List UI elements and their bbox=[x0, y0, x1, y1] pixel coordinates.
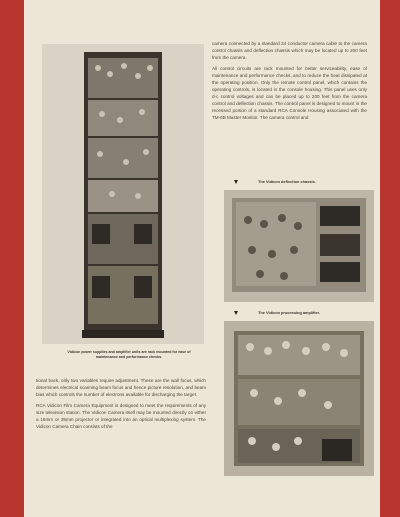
paragraph: RCA Vidicon Film Camera Equipment is designed to meet the requirements of any size television station. The Vidicon Camera itself may be mounted directly on either a 16mm or 35mm projector or integrated into an optical multiplexing system. The Vidicon Camera Chain consists of the bbox=[36, 403, 206, 429]
rack-caption: Vidicon power supplies and amplifier units are rack mounted for ease of maintenance and performance checks. bbox=[67, 350, 191, 359]
bottom-left-text bbox=[36, 377, 206, 434]
processing-label: The Vidicon processing amplifier. bbox=[234, 310, 320, 315]
triangle-marker-icon bbox=[234, 180, 238, 184]
paragraph: tional back, only two variables require adjustment. These are the wall focus, which determines electrical scanning beam focus and hence picture resolution, and beam bias which controls the number of electrons available for discharging the target. bbox=[36, 378, 206, 397]
deflection-label: The Vidicon deflection chassis. bbox=[234, 179, 316, 184]
brochure-page bbox=[24, 0, 380, 517]
deflection-photo bbox=[224, 190, 374, 302]
triangle-marker-icon bbox=[234, 311, 238, 315]
top-right-text bbox=[212, 40, 367, 125]
paragraph: camera connected by a standard 24 conductor camera cable to the camera control chassis and deflection chassis which may be located up to 200 feet from the camera. bbox=[212, 41, 367, 60]
processing-photo bbox=[224, 321, 374, 476]
paragraph: All control circuits are rack mounted for better serviceability, ease of maintenance and performance checks, and to reduce the heat dissipated at the operating position. Only the remote control panel, which contains the operating controls, is located in the console housing. This panel uses only d-c control voltages and can be placed up to 200 feet from the camera control and deflection chassis. The control panel is designed to mount in the recessed portion of a standard RCA Console Housing associated with the TM-6B Master Monitor. The camera control and bbox=[212, 66, 367, 120]
rack-photo bbox=[42, 44, 204, 344]
